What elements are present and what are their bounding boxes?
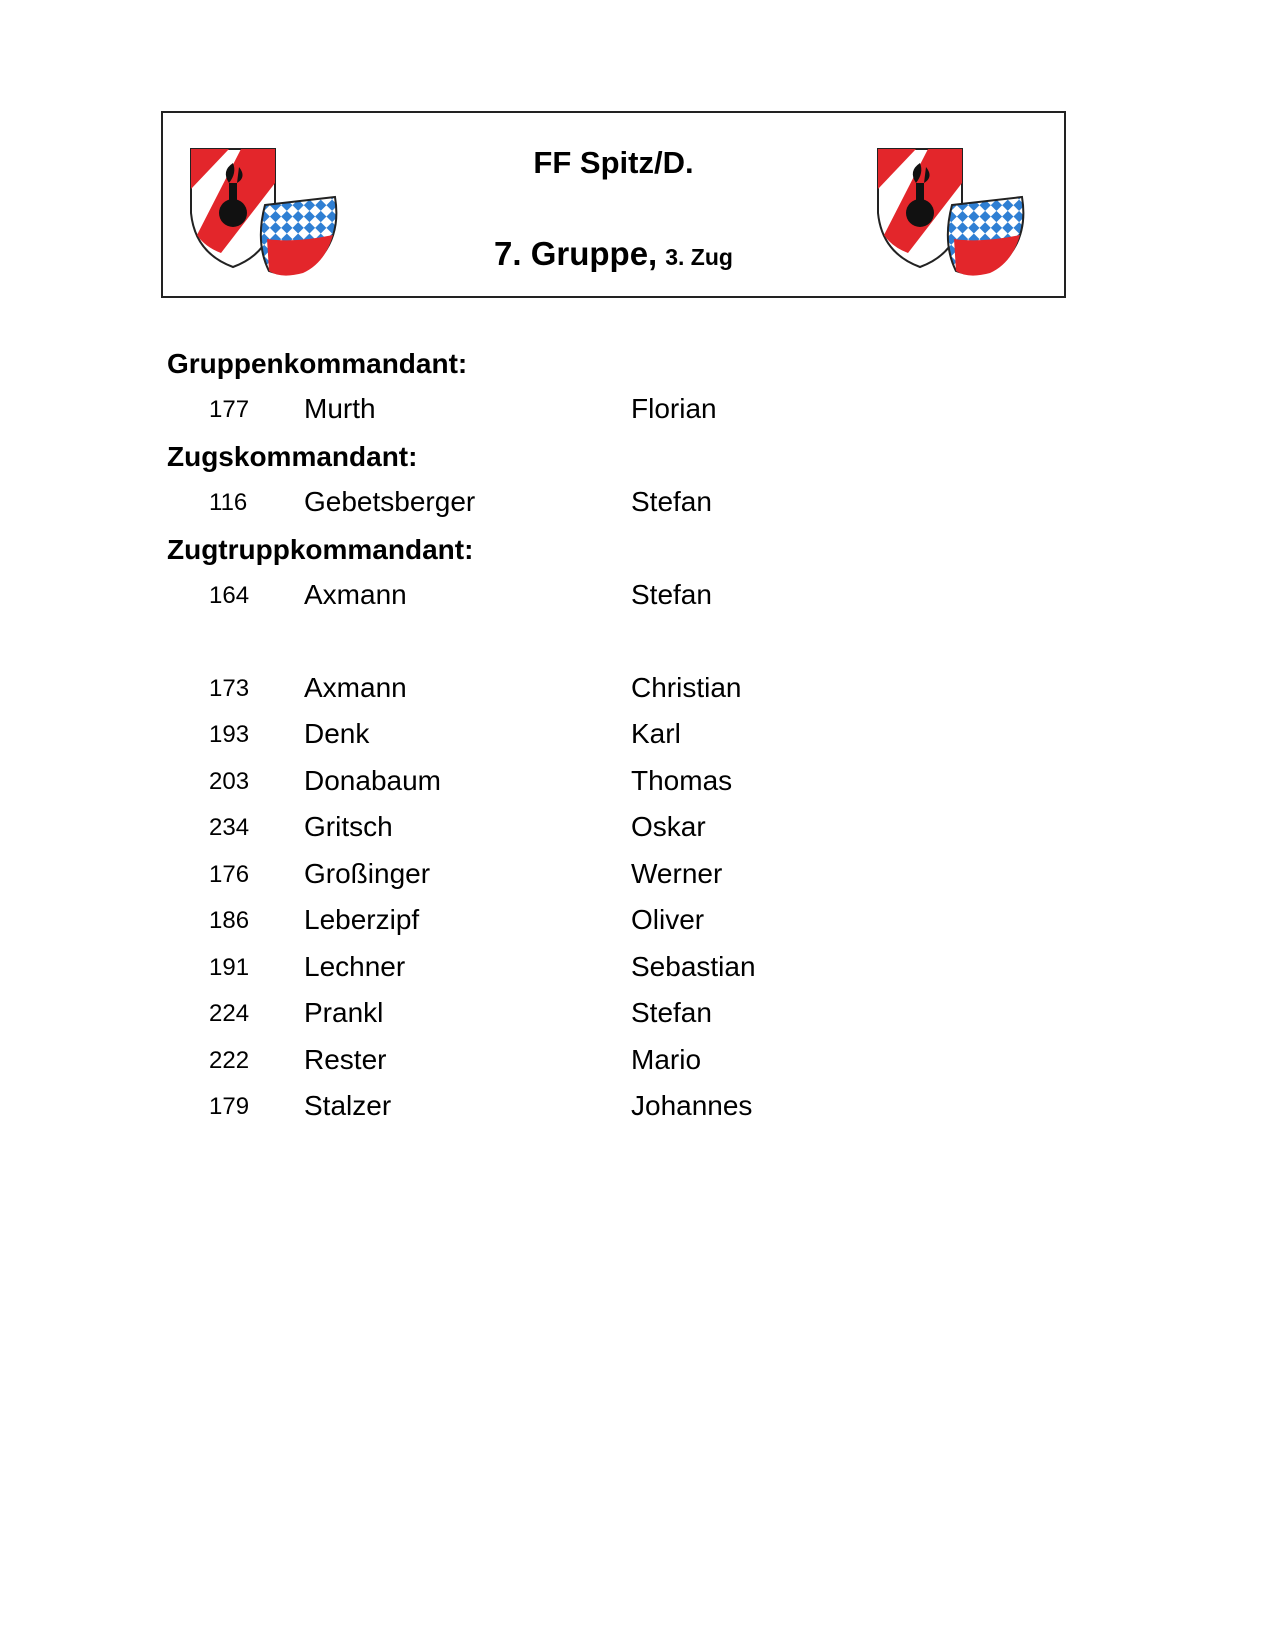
fire-brigade-crest-icon bbox=[872, 143, 1032, 283]
member-row bbox=[0, 579, 1000, 619]
member-row bbox=[0, 811, 1000, 851]
member-last-name: Gritsch bbox=[304, 811, 393, 842]
member-first-name: Oskar bbox=[631, 811, 706, 842]
member-number: 176 bbox=[209, 861, 250, 888]
member-first-name: Sebastian bbox=[631, 951, 756, 982]
member-last-name: Lechner bbox=[304, 951, 406, 982]
member-number: 179 bbox=[209, 1093, 250, 1120]
member-first-name: Florian bbox=[631, 393, 717, 424]
member-first-name: Thomas bbox=[631, 765, 733, 796]
member-first-name: Christian bbox=[631, 672, 742, 703]
member-number: 191 bbox=[209, 954, 250, 981]
member-row bbox=[0, 718, 1000, 758]
member-number: 234 bbox=[209, 814, 250, 841]
member-first-name: Johannes bbox=[631, 1090, 753, 1121]
member-number: 193 bbox=[209, 721, 250, 748]
member-row bbox=[0, 904, 1000, 944]
member-row bbox=[0, 672, 1000, 712]
role-label-zugskommandant: Zugskommandant: bbox=[167, 441, 418, 472]
member-first-name: Karl bbox=[631, 718, 681, 749]
member-first-name: Oliver bbox=[631, 904, 705, 935]
member-number: 116 bbox=[209, 489, 248, 516]
member-number: 164 bbox=[209, 582, 250, 609]
member-last-name: Stalzer bbox=[304, 1090, 392, 1121]
member-number: 224 bbox=[209, 1000, 250, 1027]
member-first-name: Stefan bbox=[631, 579, 712, 610]
member-number: 222 bbox=[209, 1047, 250, 1074]
member-last-name: Donabaum bbox=[304, 765, 441, 796]
header-box bbox=[161, 111, 1066, 298]
member-first-name: Stefan bbox=[631, 486, 712, 517]
member-number: 186 bbox=[209, 907, 250, 934]
member-last-name: Prankl bbox=[304, 997, 384, 1028]
member-number: 177 bbox=[209, 396, 250, 423]
member-number: 203 bbox=[209, 768, 250, 795]
member-last-name: Axmann bbox=[304, 672, 407, 703]
member-number: 173 bbox=[209, 675, 250, 702]
role-label-gruppenkommandant: Gruppenkommandant: bbox=[167, 348, 468, 379]
role-label-zugtruppkommandant: Zugtruppkommandant: bbox=[167, 534, 474, 565]
member-last-name: Großinger bbox=[304, 858, 431, 889]
member-row bbox=[0, 951, 1000, 991]
page-title: FF Spitz/D. bbox=[533, 145, 694, 180]
member-last-name: Leberzipf bbox=[304, 904, 420, 935]
member-last-name: Denk bbox=[304, 718, 370, 749]
member-last-name: Murth bbox=[304, 393, 376, 424]
group-name: 7. Gruppe, bbox=[494, 235, 658, 272]
member-first-name: Stefan bbox=[631, 997, 712, 1028]
member-row bbox=[0, 393, 1000, 433]
member-row bbox=[0, 1044, 1000, 1084]
member-last-name: Axmann bbox=[304, 579, 407, 610]
member-last-name: Gebetsberger bbox=[304, 486, 476, 517]
member-row bbox=[0, 486, 1000, 526]
member-row bbox=[0, 1090, 1000, 1130]
member-first-name: Werner bbox=[631, 858, 723, 889]
platoon-name: 3. Zug bbox=[665, 244, 733, 270]
member-row bbox=[0, 858, 1000, 898]
member-row bbox=[0, 765, 1000, 805]
member-last-name: Rester bbox=[304, 1044, 387, 1075]
member-first-name: Mario bbox=[631, 1044, 702, 1075]
member-row bbox=[0, 997, 1000, 1037]
